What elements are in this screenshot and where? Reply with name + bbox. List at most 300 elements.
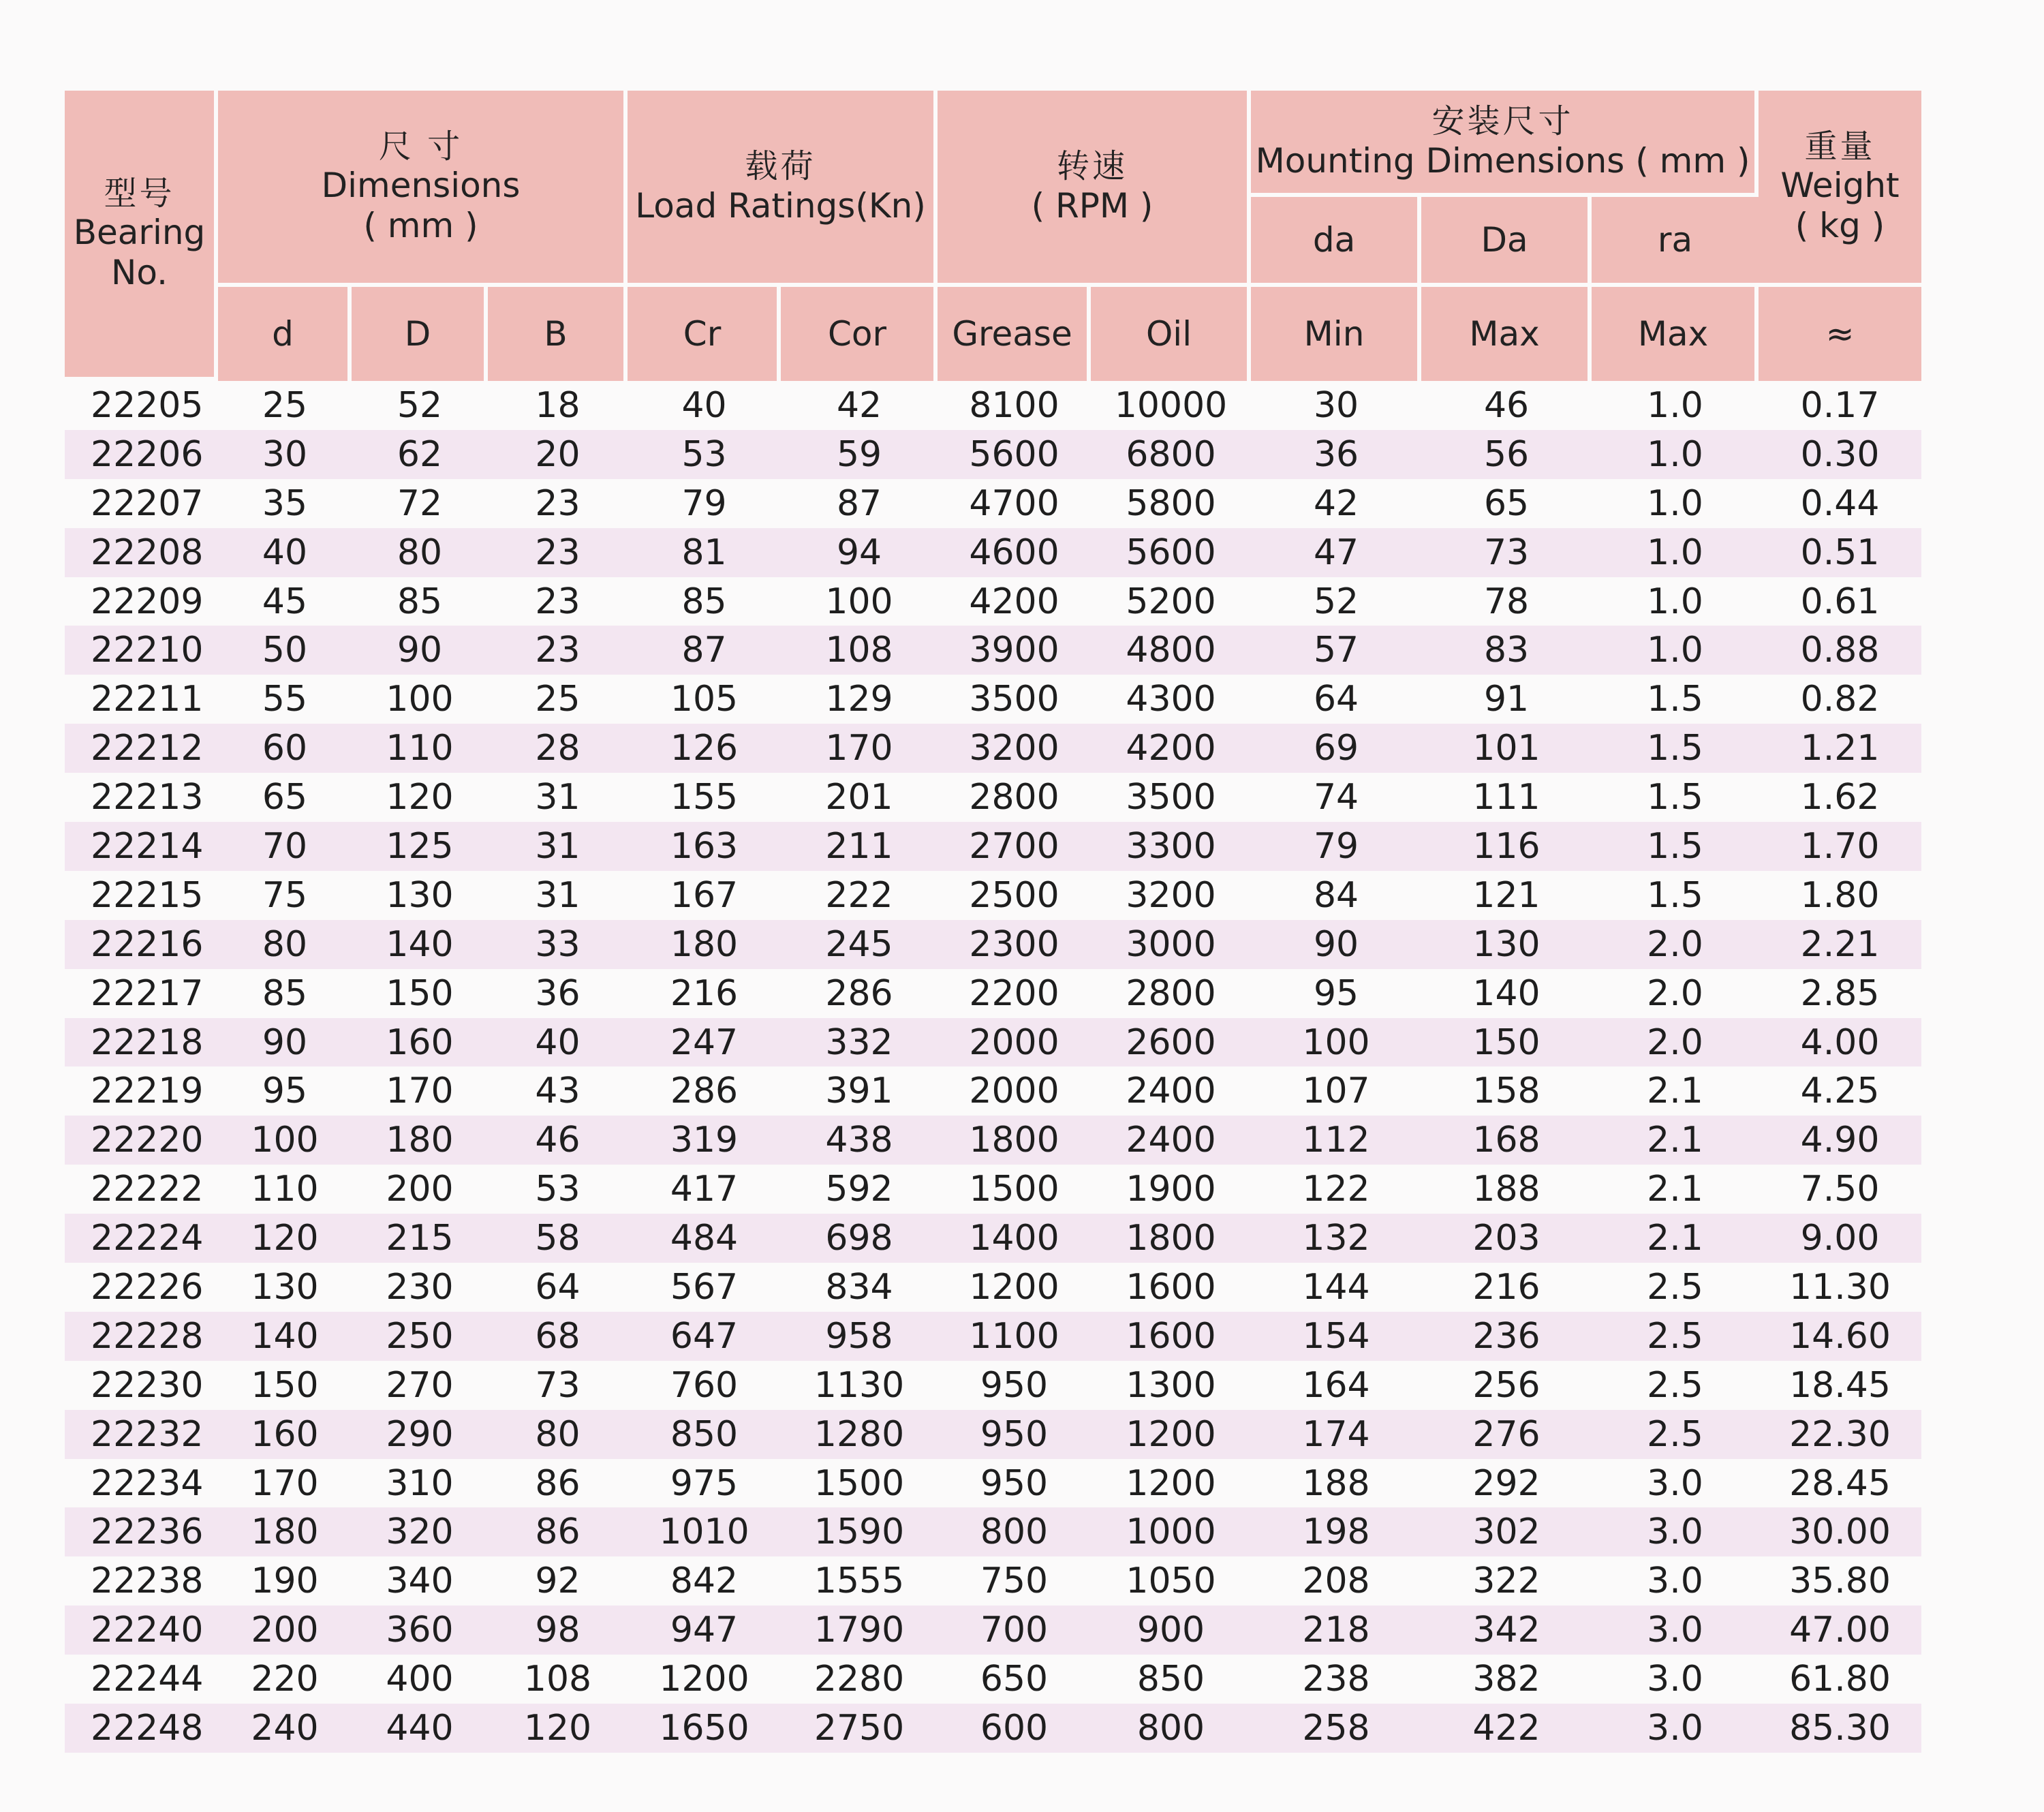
table-cell: 3900: [938, 626, 1091, 675]
table-cell: 62: [352, 430, 488, 479]
table-cell: 22238: [91, 1561, 204, 1602]
table-cell: 107: [1302, 1071, 1370, 1112]
table-cell: 3.0: [1647, 1462, 1703, 1504]
table-row: [65, 430, 1921, 479]
table-cell: 1.70: [1759, 822, 1921, 871]
table-cell: 7.50: [1800, 1169, 1880, 1210]
table-cell: 53: [628, 430, 781, 479]
table-cell: 22208: [65, 528, 218, 577]
table-cell: 950: [980, 1462, 1049, 1504]
table-cell: 22222: [91, 1169, 204, 1210]
header-speed-en: ( RPM ): [1031, 185, 1153, 226]
table-cell: 108: [781, 626, 938, 675]
table-cell: 1280: [781, 1410, 938, 1459]
table-row: [65, 1116, 1921, 1165]
table-cell: 22234: [91, 1462, 204, 1504]
table-cell: 45: [262, 581, 308, 622]
header-weight-zh: 重量: [1804, 127, 1876, 166]
table-row: [65, 1507, 1921, 1556]
table-cell: 190: [251, 1561, 319, 1602]
header-bearing-no-en2: No.: [110, 253, 168, 293]
header-mounting-dimensions: [1251, 91, 1759, 197]
table-cell: 2600: [1091, 1018, 1251, 1067]
table-cell: 1.0: [1592, 430, 1759, 479]
table-cell: 0.61: [1800, 581, 1880, 622]
table-cell: 78: [1483, 581, 1530, 622]
table-cell: 1.0: [1647, 384, 1703, 426]
table-cell: 208: [1302, 1561, 1370, 1602]
table-cell: 85.30: [1759, 1704, 1921, 1753]
table-cell: 46: [488, 1116, 628, 1165]
table-cell: 286: [825, 972, 893, 1014]
header-grease: Grease: [938, 287, 1091, 381]
table-cell: 1200: [1091, 1410, 1251, 1459]
table-cell: 1.5: [1647, 679, 1703, 720]
table-cell: 47.00: [1759, 1606, 1921, 1655]
table-cell: 22224: [65, 1214, 218, 1263]
table-cell: 22216: [65, 920, 218, 969]
table-cell: 5200: [1126, 581, 1216, 622]
header-approx: ≈: [1759, 287, 1921, 381]
table-cell: 110: [251, 1169, 319, 1210]
table-cell: 150: [1421, 1018, 1592, 1067]
table-cell: 3500: [969, 679, 1059, 720]
table-cell: 86: [535, 1462, 580, 1504]
header-speed-zh: 转速: [1057, 147, 1128, 186]
table-cell: 65: [262, 777, 308, 818]
table-cell: 2750: [781, 1704, 938, 1753]
table-cell: 1555: [814, 1561, 905, 1602]
table-cell: 98: [488, 1606, 628, 1655]
table-cell: 417: [670, 1169, 739, 1210]
table-cell: 3.0: [1592, 1704, 1759, 1753]
table-cell: 1.80: [1800, 874, 1880, 916]
table-cell: 95: [262, 1071, 308, 1112]
table-cell: 567: [670, 1266, 739, 1308]
table-cell: 132: [1251, 1214, 1421, 1263]
table-cell: 1500: [814, 1462, 905, 1504]
table-cell: 3.0: [1647, 1561, 1703, 1602]
table-cell: 340: [386, 1561, 454, 1602]
table-cell: 81: [628, 528, 781, 577]
table-cell: 112: [1251, 1116, 1421, 1165]
table-cell: 22209: [91, 581, 204, 622]
table-cell: 167: [670, 874, 739, 916]
table-cell: 1900: [1126, 1169, 1216, 1210]
table-cell: 276: [1421, 1410, 1592, 1459]
table-cell: 0.17: [1800, 384, 1880, 426]
table-cell: 2000: [938, 1018, 1091, 1067]
table-row: [65, 969, 1921, 1018]
table-cell: 111: [1472, 777, 1540, 818]
table-cell: 250: [352, 1312, 488, 1361]
table-cell: 73: [1421, 528, 1592, 577]
table-cell: 42: [836, 384, 882, 426]
table-row: [65, 577, 1921, 626]
table-cell: 600: [938, 1704, 1091, 1753]
table-cell: 391: [825, 1071, 893, 1112]
table-cell: 322: [1472, 1561, 1540, 1602]
table-cell: 25: [535, 679, 580, 720]
table-cell: 95: [1313, 972, 1359, 1014]
table-cell: 22212: [65, 724, 218, 773]
header-dimensions-zh: 尺 寸: [378, 127, 463, 166]
table-cell: 5600: [1091, 528, 1251, 577]
table-cell: 950: [938, 1410, 1091, 1459]
table-cell: 79: [1251, 822, 1421, 871]
table-cell: 592: [825, 1169, 893, 1210]
table-cell: 5800: [1126, 482, 1216, 524]
table-cell: 4700: [969, 482, 1059, 524]
table-cell: 2.1: [1592, 1214, 1759, 1263]
table-cell: 22219: [91, 1071, 204, 1112]
table-cell: 4200: [969, 581, 1059, 622]
table-cell: 22215: [91, 874, 204, 916]
table-cell: 80: [352, 528, 488, 577]
table-cell: 201: [825, 777, 893, 818]
table-cell: 72: [397, 482, 443, 524]
table-cell: 40: [218, 528, 352, 577]
table-cell: 22228: [65, 1312, 218, 1361]
table-cell: 256: [1472, 1364, 1540, 1406]
table-cell: 2280: [814, 1659, 905, 1700]
table-cell: 310: [386, 1462, 454, 1504]
table-cell: 750: [980, 1561, 1049, 1602]
table-cell: 2700: [938, 822, 1091, 871]
table-cell: 4600: [938, 528, 1091, 577]
table-cell: 101: [1421, 724, 1592, 773]
table-cell: 92: [535, 1561, 580, 1602]
header-da: da: [1251, 197, 1421, 287]
table-cell: 850: [628, 1410, 781, 1459]
table-cell: 23: [535, 482, 580, 524]
table-cell: 188: [1302, 1462, 1370, 1504]
table-cell: 9.00: [1759, 1214, 1921, 1263]
table-cell: 40: [681, 384, 727, 426]
table-cell: 64: [535, 1266, 580, 1308]
table-row: [65, 1165, 1921, 1214]
table-cell: 58: [488, 1214, 628, 1263]
table-row: [65, 1410, 1921, 1459]
table-cell: 3.0: [1592, 1606, 1759, 1655]
header-B: B: [488, 287, 628, 381]
table-cell: 36: [535, 972, 580, 1014]
table-cell: 698: [781, 1214, 938, 1263]
table-cell: 1200: [1126, 1462, 1216, 1504]
table-cell: 2200: [969, 972, 1059, 1014]
table-row: [65, 1361, 1921, 1410]
table-cell: 834: [825, 1266, 893, 1308]
header-dimensions-en: Dimensions: [321, 166, 521, 206]
table-cell: 2.1: [1592, 1116, 1759, 1165]
table-cell: 150: [251, 1364, 319, 1406]
table-cell: 100: [825, 581, 893, 622]
table-cell: 87: [836, 482, 882, 524]
table-cell: 3200: [1126, 874, 1216, 916]
table-cell: 116: [1421, 822, 1592, 871]
table-cell: 800: [938, 1507, 1091, 1556]
table-cell: 56: [1421, 430, 1592, 479]
table-cell: 18: [535, 384, 580, 426]
table-cell: 900: [1091, 1606, 1251, 1655]
table-cell: 0.44: [1800, 482, 1880, 524]
table-cell: 1400: [938, 1214, 1091, 1263]
table-cell: 1.5: [1592, 724, 1759, 773]
table-cell: 842: [670, 1561, 739, 1602]
table-cell: 10000: [1114, 384, 1228, 426]
table-cell: 2000: [969, 1071, 1059, 1112]
table-cell: 2.0: [1647, 972, 1703, 1014]
table-cell: 4.90: [1759, 1116, 1921, 1165]
table-cell: 22232: [65, 1410, 218, 1459]
table-cell: 108: [523, 1659, 592, 1700]
header-oil: Oil: [1091, 287, 1251, 381]
table-cell: 140: [1472, 972, 1540, 1014]
table-cell: 154: [1251, 1312, 1421, 1361]
table-cell: 320: [352, 1507, 488, 1556]
header-load-ratings: [628, 91, 938, 287]
table-cell: 28.45: [1789, 1462, 1891, 1504]
table-cell: 22211: [91, 679, 204, 720]
table-cell: 28: [488, 724, 628, 773]
table-cell: 174: [1251, 1410, 1421, 1459]
table-cell: 23: [488, 528, 628, 577]
table-cell: 5600: [938, 430, 1091, 479]
table-cell: 126: [628, 724, 781, 773]
table-row: [65, 626, 1921, 675]
table-cell: 382: [1472, 1659, 1540, 1700]
table-cell: 84: [1313, 874, 1359, 916]
table-cell: 216: [670, 972, 739, 1014]
table-cell: 0.82: [1800, 679, 1880, 720]
table-cell: 122: [1302, 1169, 1370, 1210]
table-cell: 53: [535, 1169, 580, 1210]
header-cor: Cor: [781, 287, 938, 381]
table-cell: 230: [386, 1266, 454, 1308]
table-row: [65, 1556, 1921, 1606]
table-cell: 1800: [1091, 1214, 1251, 1263]
table-cell: 647: [628, 1312, 781, 1361]
table-row: [65, 773, 1921, 822]
table-cell: 43: [535, 1071, 580, 1112]
table-row: [65, 528, 1921, 577]
table-cell: 22236: [65, 1507, 218, 1556]
table-cell: 163: [628, 822, 781, 871]
table-cell: 292: [1472, 1462, 1540, 1504]
table-cell: 42: [1313, 482, 1359, 524]
table-cell: 0.88: [1759, 626, 1921, 675]
table-cell: 1010: [628, 1507, 781, 1556]
table-cell: 760: [670, 1364, 739, 1406]
table-cell: 198: [1251, 1507, 1421, 1556]
header-ra-max: Max: [1592, 287, 1759, 381]
table-cell: 236: [1421, 1312, 1592, 1361]
table-cell: 11.30: [1789, 1266, 1891, 1308]
table-row: [65, 1704, 1921, 1753]
table-cell: 160: [352, 1018, 488, 1067]
table-cell: 1000: [1091, 1507, 1251, 1556]
table-cell: 2.5: [1647, 1364, 1703, 1406]
table-row: [65, 675, 1921, 724]
header-bearing-no-en1: Bearing: [73, 213, 206, 253]
table-cell: 1800: [938, 1116, 1091, 1165]
table-cell: 211: [781, 822, 938, 871]
table-cell: 64: [1313, 679, 1359, 720]
table-cell: 947: [628, 1606, 781, 1655]
table-cell: 4300: [1126, 679, 1216, 720]
table-cell: 438: [781, 1116, 938, 1165]
header-weight-en: Weight: [1780, 166, 1900, 206]
table-cell: 120: [386, 777, 454, 818]
table-cell: 35: [262, 482, 308, 524]
table-cell: 129: [825, 679, 893, 720]
table-cell: 0.30: [1759, 430, 1921, 479]
table-cell: 52: [1313, 581, 1359, 622]
table-cell: 144: [1302, 1266, 1370, 1308]
table-cell: 59: [781, 430, 938, 479]
table-cell: 130: [386, 874, 454, 916]
table-cell: 2.5: [1592, 1410, 1759, 1459]
table-cell: 69: [1251, 724, 1421, 773]
table-cell: 120: [488, 1704, 628, 1753]
table-cell: 31: [535, 874, 580, 916]
table-cell: 2800: [1126, 972, 1216, 1014]
table-cell: 216: [1472, 1266, 1540, 1308]
table-cell: 247: [628, 1018, 781, 1067]
table-cell: 160: [218, 1410, 352, 1459]
table-cell: 1300: [1126, 1364, 1216, 1406]
header-ra: ra: [1592, 197, 1759, 287]
header-load-zh: 载荷: [745, 147, 816, 186]
table-cell: 90: [218, 1018, 352, 1067]
table-cell: 4.25: [1800, 1071, 1880, 1112]
table-cell: 8100: [969, 384, 1059, 426]
table-cell: 110: [352, 724, 488, 773]
header-mounting-zh: 安装尺寸: [1431, 102, 1574, 141]
table-cell: 950: [980, 1364, 1049, 1406]
table-cell: 52: [397, 384, 443, 426]
table-cell: 3200: [938, 724, 1091, 773]
table-cell: 36: [1251, 430, 1421, 479]
table-cell: 180: [352, 1116, 488, 1165]
header-bearing-no-zh: 型号: [104, 174, 175, 213]
table-cell: 35.80: [1789, 1561, 1891, 1602]
table-cell: 30: [1313, 384, 1359, 426]
table-cell: 22213: [91, 777, 204, 818]
table-row: [65, 822, 1921, 871]
header-Da-max: Max: [1421, 287, 1592, 381]
table-cell: 975: [670, 1462, 739, 1504]
table-cell: 22.30: [1759, 1410, 1921, 1459]
header-bearing-no: [65, 91, 218, 381]
table-cell: 240: [218, 1704, 352, 1753]
table-cell: 22220: [65, 1116, 218, 1165]
table-cell: 400: [386, 1659, 454, 1700]
table-cell: 85: [262, 972, 308, 1014]
table-cell: 3000: [1091, 920, 1251, 969]
table-cell: 2.1: [1647, 1169, 1703, 1210]
table-row: [65, 1312, 1921, 1361]
table-cell: 170: [386, 1071, 454, 1112]
table-cell: 50: [218, 626, 352, 675]
header-Da: Da: [1421, 197, 1592, 287]
table-cell: 2.0: [1592, 920, 1759, 969]
table-cell: 30.00: [1759, 1507, 1921, 1556]
table-row: [65, 1459, 1921, 1508]
table-cell: 2.0: [1592, 1018, 1759, 1067]
table-cell: 1200: [659, 1659, 749, 1700]
table-cell: 360: [352, 1606, 488, 1655]
table-cell: 155: [670, 777, 739, 818]
table-cell: 65: [1483, 482, 1530, 524]
table-cell: 121: [1472, 874, 1540, 916]
bearing-spec-sheet: [65, 91, 1921, 1753]
table-cell: 30: [218, 430, 352, 479]
table-cell: 180: [628, 920, 781, 969]
table-cell: 68: [488, 1312, 628, 1361]
table-cell: 47: [1251, 528, 1421, 577]
table-row: [65, 479, 1921, 528]
header-dimensions: [218, 91, 628, 287]
table-cell: 87: [628, 626, 781, 675]
table-cell: 440: [352, 1704, 488, 1753]
table-cell: 3500: [1126, 777, 1216, 818]
table-cell: 1790: [781, 1606, 938, 1655]
table-cell: 40: [488, 1018, 628, 1067]
table-cell: 200: [386, 1169, 454, 1210]
table-row: [65, 1018, 1921, 1067]
table-cell: 1500: [969, 1169, 1059, 1210]
table-cell: 140: [352, 920, 488, 969]
table-cell: 33: [488, 920, 628, 969]
table-cell: 4.00: [1759, 1018, 1921, 1067]
table-cell: 1.5: [1592, 822, 1759, 871]
table-cell: 150: [386, 972, 454, 1014]
table-cell: 2.85: [1800, 972, 1880, 1014]
table-cell: 170: [781, 724, 938, 773]
table-cell: 4200: [1091, 724, 1251, 773]
table-row: [65, 724, 1921, 773]
table-cell: 484: [628, 1214, 781, 1263]
table-cell: 1600: [1091, 1312, 1251, 1361]
table-cell: 1.0: [1647, 581, 1703, 622]
table-cell: 22226: [91, 1266, 204, 1308]
table-cell: 22206: [65, 430, 218, 479]
table-cell: 14.60: [1759, 1312, 1921, 1361]
table-cell: 90: [1251, 920, 1421, 969]
table-cell: 2800: [969, 777, 1059, 818]
table-cell: 94: [781, 528, 938, 577]
table-cell: 258: [1251, 1704, 1421, 1753]
table-body: [65, 381, 1921, 1753]
header-dimensions-unit: ( mm ): [363, 206, 478, 246]
table-cell: 164: [1302, 1364, 1370, 1406]
table-cell: 2300: [938, 920, 1091, 969]
header-D: D: [352, 287, 488, 381]
table-cell: 3300: [1091, 822, 1251, 871]
table-cell: 1600: [1126, 1266, 1216, 1308]
table-cell: 4800: [1091, 626, 1251, 675]
table-cell: 91: [1483, 679, 1530, 720]
table-cell: 6800: [1091, 430, 1251, 479]
table-cell: 2.5: [1647, 1266, 1703, 1308]
table-cell: 100: [1251, 1018, 1421, 1067]
table-cell: 22210: [65, 626, 218, 675]
table-cell: 200: [218, 1606, 352, 1655]
table-cell: 2.21: [1759, 920, 1921, 969]
table-cell: 1650: [628, 1704, 781, 1753]
table-cell: 3.0: [1647, 1659, 1703, 1700]
